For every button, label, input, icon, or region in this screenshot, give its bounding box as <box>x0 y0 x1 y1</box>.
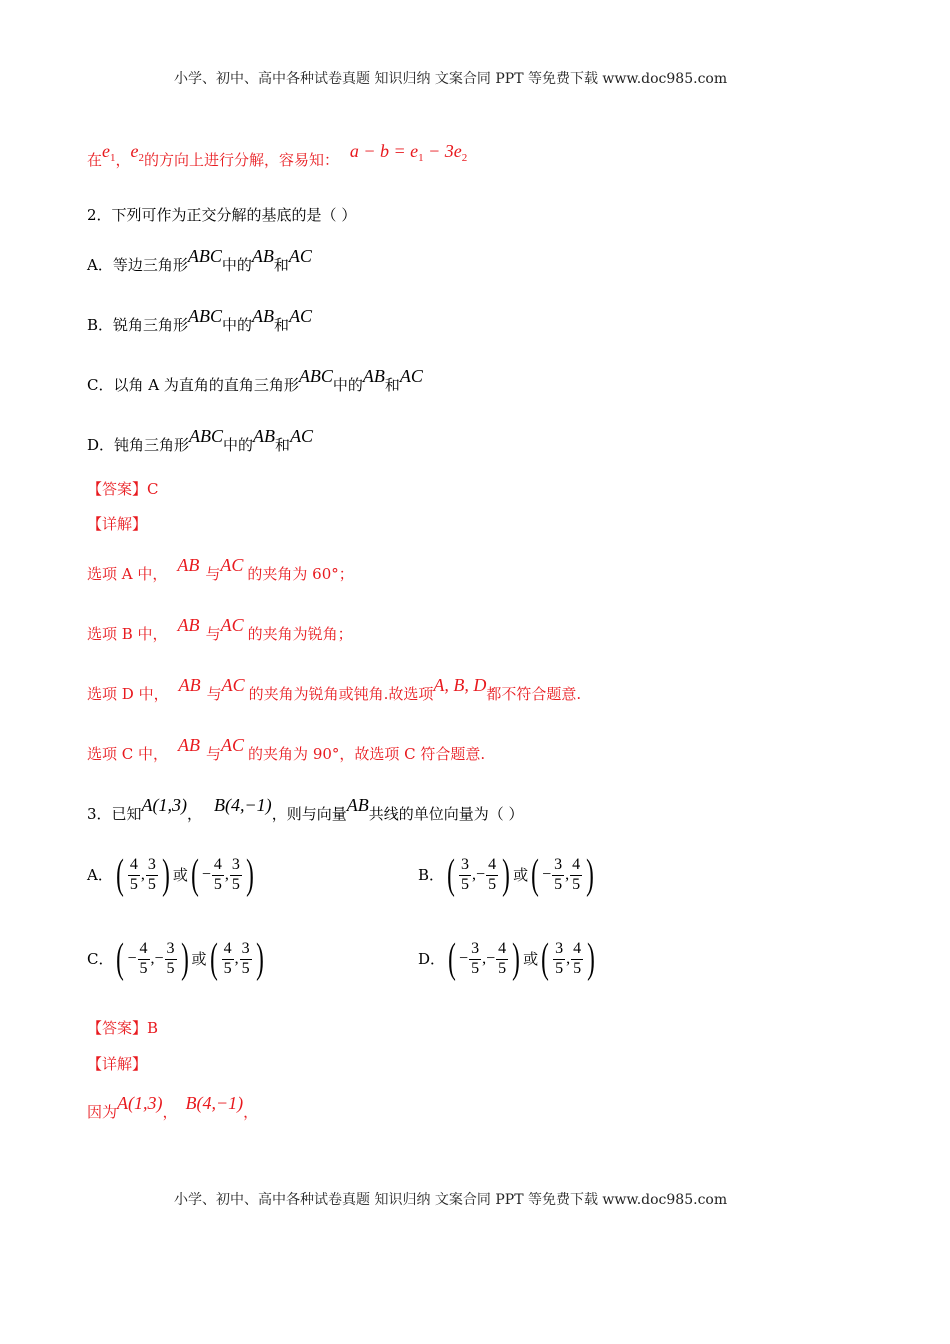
vector-pair-1: ( $\frac{3}{5}$ , − $\frac{4}{5}$ ) <box>447 852 510 898</box>
q2-explanation-c: 选项 C 中， AB 与AC 的夹角为 90°，故选项 C 符合题意. <box>87 735 486 763</box>
fraction: $\frac{4}{5}$ <box>139 939 148 977</box>
q2-stem: 2．下列可作为正交分解的基底的是（ ） <box>87 206 357 224</box>
q2-option-a: A．等边三角形ABC中的AB和AC <box>87 246 312 274</box>
intro-line <box>87 141 468 169</box>
q2-detail-heading: 【详解】 <box>87 515 148 533</box>
vector-pair-2: ( − $\frac{4}{5}$ , $\frac{3}{5}$ ) <box>191 852 254 898</box>
vector-pair-2: ( $\frac{3}{5}$ , $\frac{4}{5}$ ) <box>541 936 595 982</box>
fraction: $\frac{4}{5}$ <box>129 855 138 893</box>
vector-pair-1: ( − $\frac{4}{5}$ , − $\frac{3}{5}$ ) <box>116 936 189 982</box>
fraction: $\frac{4}{5}$ <box>498 939 507 977</box>
intro-pre: 在 <box>87 151 103 169</box>
fraction: $\frac{3}{5}$ <box>471 939 480 977</box>
vector-pair-2: ( $\frac{4}{5}$ , $\frac{3}{5}$ ) <box>209 936 264 982</box>
q3-option-a: A． ( $\frac{4}{5}$ , $\frac{3}{5}$ ) 或 ( − $\frac{4}{5}$ , $\frac{3}{5}$ ) <box>87 852 257 898</box>
fraction: $\frac{4}{5}$ <box>488 855 497 893</box>
q2-option-b: B．锐角三角形ABC中的AB和AC <box>87 306 313 334</box>
e2-symbol: $e_2$ <box>130 141 145 164</box>
fraction: $\frac{4}{5}$ <box>223 939 232 977</box>
e1-symbol: $e_1$ <box>102 141 116 164</box>
fraction: $\frac{3}{5}$ <box>231 855 240 893</box>
fraction: $\frac{4}{5}$ <box>572 855 581 893</box>
q3-answer: 【答案】B <box>87 1019 159 1037</box>
q3-option-d: D． ( − $\frac{3}{5}$ , − $\frac{4}{5}$ ) 或 ( $\frac{3}{5}$ , $\frac{4}{5}$ ) <box>418 936 598 982</box>
fraction: $\frac{3}{5}$ <box>147 855 156 893</box>
vector-pair-2: ( − $\frac{3}{5}$ , $\frac{4}{5}$ ) <box>531 852 594 898</box>
q3-because-line: 因为A(1,3)， B(4,−1)， <box>87 1093 259 1121</box>
fraction: $\frac{3}{5}$ <box>241 939 250 977</box>
page-header: 小学、初中、高中各种试卷真题 知识归纳 文案合同 PPT 等免费下载 www.doc985.com <box>174 71 728 87</box>
fraction: $\frac{4}{5}$ <box>213 855 222 893</box>
fraction: $\frac{4}{5}$ <box>573 939 582 977</box>
q2-explanation-d: 选项 D 中， AB 与AC 的夹角为锐角或钝角.故选项A, B, D都不符合题意. <box>87 675 582 703</box>
page-footer: 小学、初中、高中各种试卷真题 知识归纳 文案合同 PPT 等免费下载 www.doc985.com <box>174 1192 728 1208</box>
fraction: $\frac{3}{5}$ <box>166 939 175 977</box>
q3-stem: 3．已知A(1,3)， B(4,−1)，则与向量AB共线的单位向量为（ ） <box>87 795 524 823</box>
fraction: $\frac{3}{5}$ <box>555 939 564 977</box>
vector-pair-1: ( − $\frac{3}{5}$ , − $\frac{4}{5}$ ) <box>448 936 520 982</box>
vector-pair-1: ( $\frac{4}{5}$ , $\frac{3}{5}$ ) <box>115 852 170 898</box>
q2-option-c: C．以角 A 为直角的直角三角形ABC中的AB和AC <box>87 366 423 394</box>
intro-comma: ， <box>115 151 131 169</box>
fraction: $\frac{3}{5}$ <box>461 855 470 893</box>
fraction: $\frac{3}{5}$ <box>554 855 563 893</box>
q2-explanation-b: 选项 B 中， AB 与AC 的夹角为锐角； <box>87 615 353 643</box>
q2-explanation-a: 选项 A 中， AB 与AC 的夹角为 60°； <box>87 555 354 583</box>
q3-detail-heading: 【详解】 <box>87 1055 148 1073</box>
intro-mid: 的方向上进行分解，容易知： <box>144 151 340 169</box>
q3-option-b: B． ( $\frac{3}{5}$ , − $\frac{4}{5}$ ) 或 ( − $\frac{3}{5}$ , $\frac{4}{5}$ ) <box>418 852 597 898</box>
q3-option-c: C． ( − $\frac{4}{5}$ , − $\frac{3}{5}$ ) 或 ( $\frac{4}{5}$ , $\frac{3}{5}$ ) <box>87 936 267 982</box>
q2-option-d: D．钝角三角形ABC中的AB和AC <box>87 426 314 454</box>
q2-answer: 【答案】C <box>87 480 159 498</box>
intro-equation: $a - b = e_1 - 3e_2$ <box>349 141 468 164</box>
